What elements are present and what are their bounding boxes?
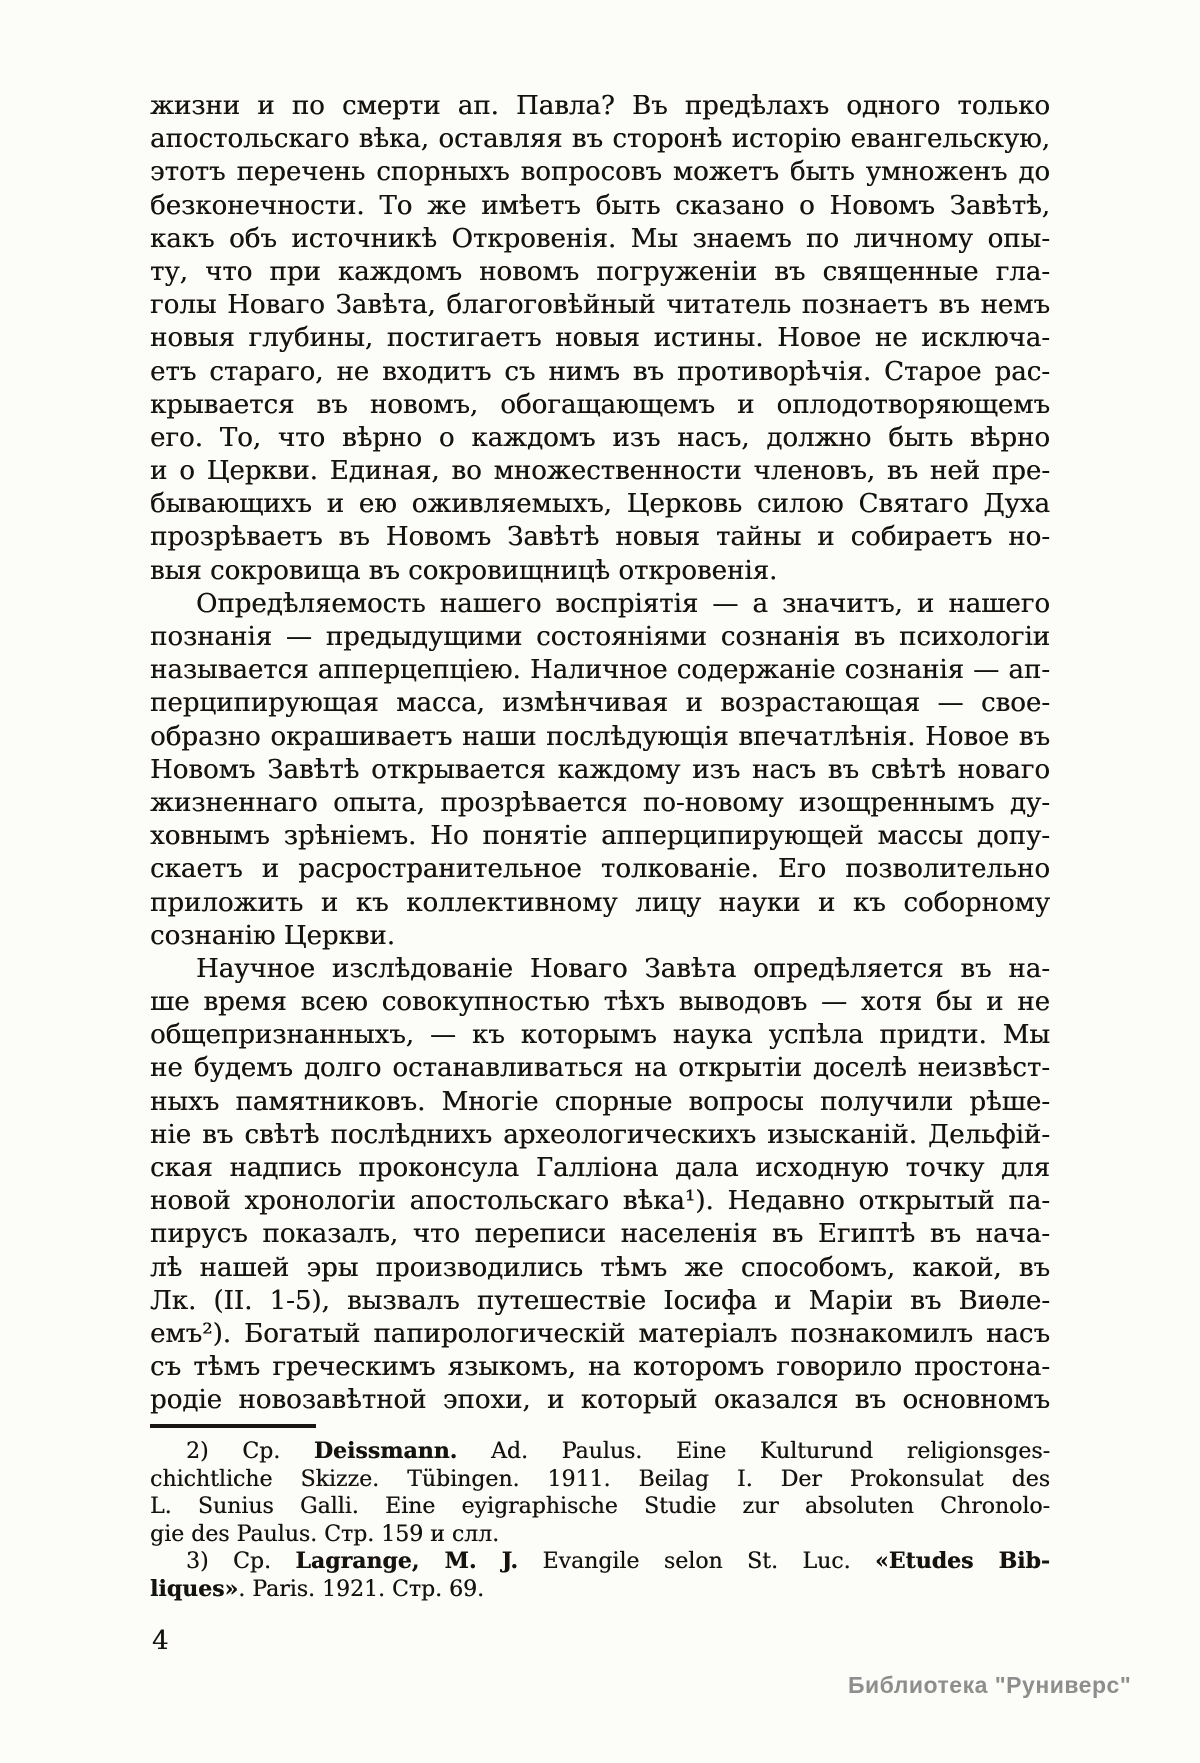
- text-line: новыя глубины, постигаетъ новыя истины. Новое не исключа-: [150, 323, 1050, 354]
- text-line: пирусъ показалъ, что переписи населенія въ Египтѣ въ нача-: [150, 1219, 1050, 1250]
- text-line: называется апперцепціею. Наличное содержаніе сознанія — ап-: [150, 655, 1050, 686]
- footnote-line: [150, 1576, 1050, 1604]
- text-line: апостольскаго вѣка, оставляя въ сторонѣ исторію евангельскую,: [150, 124, 1050, 155]
- text-line: скаетъ и расространительное толкованіе. Его позволительно: [150, 854, 1050, 885]
- text-line: ская надпись проконсула Галліона дала исходную точку для: [150, 1153, 1050, 1183]
- text-line: лѣ нашей эры производились тѣмъ же способомъ, какой, въ: [150, 1252, 1050, 1283]
- footnote-text: 3) Ср.: [186, 1549, 296, 1575]
- footnotes: [150, 1438, 1050, 1604]
- text-line: ховнымъ зрѣніемъ. Но понятіе апперципирующей массы допу-: [150, 821, 1050, 852]
- text-line: бывающихъ и ею оживляемыхъ, Церковь силою Святаго Духа: [150, 489, 1050, 520]
- text-line: ныхъ памятниковъ. Многіе спорные вопросы получили рѣше-: [150, 1086, 1050, 1117]
- text-line: сознанію Церкви.: [150, 920, 395, 951]
- text-line: родіе новозавѣтной эпохи, и который оказался въ основномъ: [150, 1385, 1050, 1416]
- text-line: новой хронологіи апостольскаго вѣка¹). Недавно открытый па-: [150, 1186, 1050, 1217]
- text-line: ніе въ свѣтѣ послѣднихъ археологическихъ изысканій. Дельфій-: [150, 1119, 1050, 1150]
- footnote-line: [150, 1548, 1050, 1576]
- footnote-line: [150, 1438, 1050, 1466]
- page-number: 4: [152, 1626, 169, 1656]
- text-line: съ тѣмъ греческимъ языкомъ, на которомъ говорило простона-: [150, 1352, 1050, 1383]
- text-line: перципирующая масса, измѣнчивая и возрастающая — свое-: [150, 688, 1050, 719]
- text-line: жизненнаго опыта, прозрѣвается по-новому изощреннымъ ду-: [150, 787, 1050, 818]
- footnote-line: [150, 1466, 1050, 1494]
- text-line: безконечности. То же имѣетъ быть сказано о Новомъ Завѣтѣ,: [150, 190, 1050, 221]
- text-line: не будемъ долго останавливаться на открытіи доселѣ неизвѣст-: [150, 1053, 1050, 1084]
- text-line: голы Новаго Завѣта, благоговѣйный читатель познаетъ въ немъ: [150, 290, 1050, 321]
- text-line: Новомъ Завѣтѣ открывается каждому изъ насъ въ свѣтѣ новаго: [150, 754, 1050, 785]
- text-line: етъ стараго, не входитъ съ нимъ въ противорѣчія. Старое рас-: [150, 356, 1050, 387]
- footnote-text: Ad. Paulus. Eine Kulturund religionsges-: [457, 1439, 1050, 1464]
- text-line: его. То, что вѣрно о каждомъ изъ насъ, должно быть вѣрно: [150, 422, 1050, 453]
- main-text: [150, 90, 1050, 1418]
- text-line: какъ объ источникѣ Откровенія. Мы знаемъ по личному опы-: [150, 223, 1050, 254]
- text-line: приложить и къ коллективному лицу науки и къ соборному: [150, 887, 1050, 918]
- footnote-author-bold: «Etudes Bib-: [874, 1548, 1050, 1575]
- footnote-separator: [150, 1424, 316, 1428]
- text-line: образно окрашиваетъ наши послѣдующія впечатлѣнія. Новое въ: [150, 721, 1050, 752]
- footnote-text: gie des Paulus. Стр. 159 и слл.: [150, 1521, 500, 1547]
- text-line: прозрѣваетъ въ Новомъ Завѣтѣ новыя тайны и собираетъ но-: [150, 522, 1050, 553]
- footnote-line: [150, 1493, 1050, 1521]
- footnote-text: 2) Ср.: [186, 1439, 314, 1464]
- text-line: жизни и по смерти ап. Павла? Въ предѣлахъ одного только: [150, 91, 1050, 121]
- footnote-text: L. Sunius Galli. Eine eyigraphische Studie zur absoluten Chronolo-: [150, 1494, 1050, 1520]
- text-line: познанія — предыдущими состояніями сознанія въ психологіи: [150, 622, 1050, 652]
- footnote-author-bold: liques»: [150, 1575, 239, 1602]
- text-line: крывается въ новомъ, обогащающемъ и оплодотворяющемъ: [150, 389, 1050, 420]
- footnote-author-bold: Lagrange, M. J.: [295, 1548, 518, 1575]
- footnote-text: . Paris. 1921. Стр. 69.: [238, 1576, 485, 1602]
- text-line: емъ²). Богатый папирологическій матеріалъ познакомилъ насъ: [150, 1318, 1050, 1349]
- text-line: и о Церкви. Единая, во множественности членовъ, въ ней пре-: [150, 456, 1050, 487]
- text-line: ше время всею совокупностью тѣхъ выводовъ — хотя бы и не: [150, 987, 1050, 1018]
- text-line: Опредѣляемость нашего воспріятія — а значитъ, и нашего: [196, 588, 1050, 619]
- watermark: Библиотека "Руниверс": [848, 1672, 1132, 1698]
- footnote-author-bold: Deissmann.: [313, 1438, 458, 1464]
- text-line: Лк. (II. 1-5), вызвалъ путешествіе Іосифа и Маріи въ Виѳле-: [150, 1285, 1050, 1316]
- text-line: выя сокровища въ сокровищницѣ откровенія.: [150, 555, 778, 586]
- text-line: общепризнанныхъ, — къ которымъ наука успѣла придти. Мы: [150, 1020, 1050, 1051]
- text-line: Научное изслѣдованіе Новаго Завѣта опредѣляется въ на-: [196, 953, 1050, 984]
- text-line: этотъ перечень спорныхъ вопросовъ можетъ быть умноженъ до: [150, 157, 1050, 188]
- footnote-line: [150, 1521, 1050, 1549]
- text-line: ту, что при каждомъ новомъ погруженіи въ священные гла-: [150, 256, 1050, 287]
- footnote-text: Evangile selon St. Luc.: [518, 1549, 875, 1575]
- footnote-text: chichtliche Skizze. Tübingen. 1911. Beilag I. Der Prokonsulat des: [150, 1466, 1050, 1492]
